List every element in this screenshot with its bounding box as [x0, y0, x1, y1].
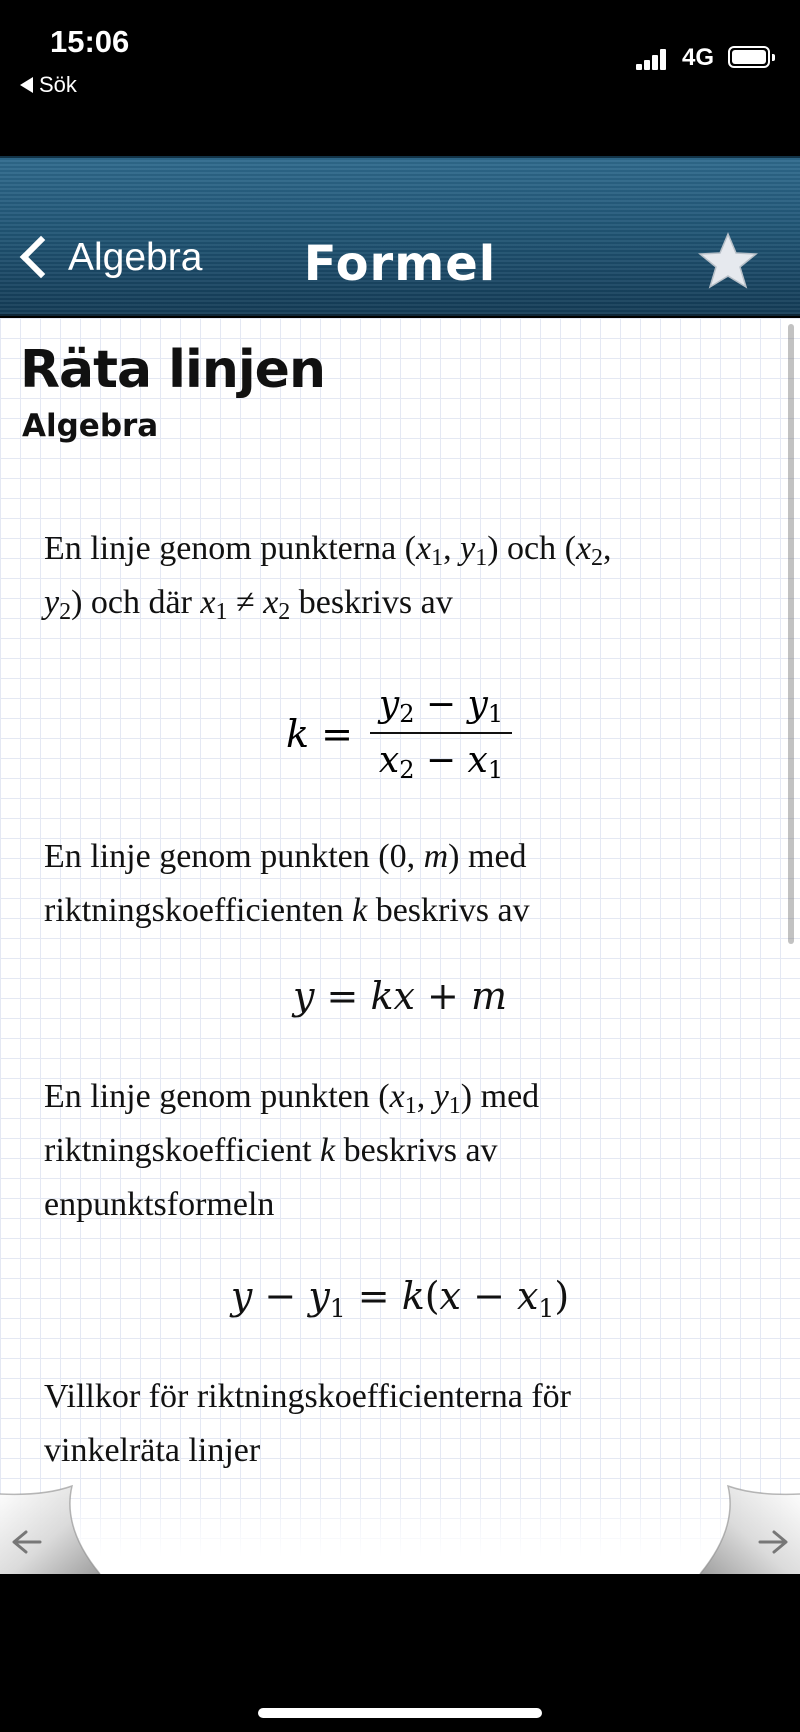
point-slope-description: En linje genom punkten ($x_1$, $y_1$) med riktningskoefficient k beskrivs av enpunktsformeln — [44, 1078, 540, 1223]
arrow-right-icon — [690, 1480, 800, 1574]
home-area — [0, 1574, 800, 1732]
scrollbar[interactable] — [788, 324, 794, 944]
page-subtitle: Algebra — [22, 408, 159, 444]
back-button-label: Algebra — [68, 236, 203, 279]
star-icon — [696, 230, 760, 292]
point-slope-formula: $y - y_1 = k(x - x_1)$ — [230, 1274, 570, 1323]
favorite-button[interactable] — [696, 230, 760, 292]
network-type: 4G — [682, 44, 715, 71]
arrow-left-icon — [0, 1480, 110, 1574]
status-back-link[interactable] — [20, 72, 77, 98]
status-back-label: Sök — [39, 72, 77, 97]
perpendicular-description: Villkor för riktningskoefficienterna för vinkelräta linjer — [44, 1378, 571, 1469]
page-title: Räta linjen — [20, 340, 325, 400]
battery-icon — [728, 46, 770, 68]
signal-icon — [636, 48, 666, 70]
status-bar — [0, 0, 800, 156]
back-triangle-icon — [20, 77, 33, 93]
slope-formula: k = $y_2 - y_1$ $x_2 - x_1$ — [0, 682, 800, 792]
home-indicator[interactable] — [258, 1708, 542, 1718]
next-page-button[interactable] — [690, 1480, 800, 1574]
line-formula: y = kx + m — [293, 974, 507, 1018]
previous-page-button[interactable] — [0, 1480, 110, 1574]
page-flip-bar — [0, 1480, 800, 1574]
navigation-bar — [0, 156, 800, 316]
formula-page[interactable] — [0, 318, 800, 1574]
intercept-description: En linje genom punkten (0, m) med riktningskoefficienten k beskrivs av — [44, 838, 530, 929]
two-point-description: En linje genom punkterna ($x_1$, $y_1$) och ($x_2$, $y_2$) och där $x_1 \ne x_2$ beskrivs av — [44, 530, 612, 625]
status-time: 15:06 — [50, 24, 130, 59]
nav-title: Formel — [303, 236, 497, 292]
